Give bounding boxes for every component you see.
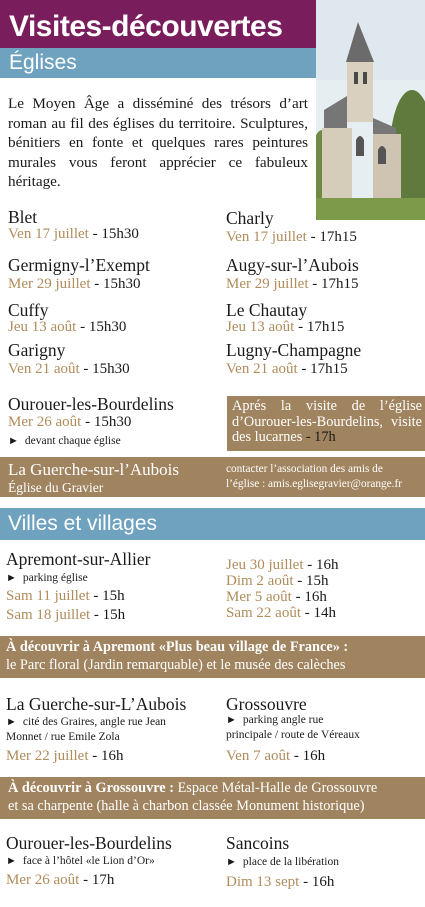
intro-paragraph: Le Moyen Âge a disséminé des trésors d’art roman au fil des églises du territoire. Sculptures, bénitiers en fonte et quelques rares peintures murales vous feront apprécier ce fabuleux héritage.: [8, 95, 308, 190]
church-name: Charly: [226, 208, 274, 228]
town-note: ► face à l’hôtel «le Lion d’Or»: [6, 855, 155, 867]
town-date: Mer 22 juillet - 16h: [6, 748, 124, 764]
church-name: Garigny: [8, 340, 66, 360]
church-date: Jeu 13 août - 17h15: [226, 319, 345, 335]
church-name: Augy-sur-l’Aubois: [226, 255, 359, 275]
town-note: ► place de la libération: [226, 856, 339, 868]
apremont-discover-title: À découvrir à Apremont «Plus beau village de France» :: [6, 639, 349, 655]
church-date: Mer 29 juillet - 17h15: [226, 276, 359, 292]
town-date: Dim 13 sept - 16h: [226, 874, 335, 890]
town-note: principale / route de Véreaux: [226, 729, 360, 741]
guerche-eglise-name: La Guerche-sur-l’Aubois: [8, 460, 180, 479]
grossouvre-discover-line1: À découvrir à Grossouvre : Espace Métal-Halle de Grossouvre: [8, 780, 378, 796]
town-name: Apremont-sur-Allier: [6, 549, 151, 569]
church-date: Mer 29 juillet - 15h30: [8, 276, 141, 292]
church-name: Ourouer-les-Bourdelins: [8, 394, 174, 414]
town-note: ► parking angle rue: [226, 714, 324, 726]
town-name: Grossouvre: [226, 694, 307, 714]
town-name: Ourouer-les-Bourdelins: [6, 833, 172, 853]
town-date: Sam 11 juillet - 15h: [6, 588, 125, 604]
town-date: Ven 7 août - 16h: [226, 748, 326, 764]
town-date: Sam 18 juillet - 15h: [6, 607, 126, 623]
pointer-arrow-icon: ►: [6, 572, 17, 584]
pointer-arrow-icon: ►: [6, 855, 17, 867]
pointer-arrow-icon: ►: [226, 714, 237, 726]
town-name: Sancoins: [226, 833, 290, 853]
pointer-arrow-icon: ►: [8, 435, 19, 447]
town-date: Sam 22 août - 14h: [226, 605, 336, 621]
page-title: Visites-découvertes: [9, 10, 283, 43]
town-date: Jeu 30 juillet - 16h: [226, 557, 339, 573]
church-photo: [316, 0, 425, 220]
church-date: Ven 21 août - 17h15: [226, 361, 348, 377]
town-note: Monnet / rue Emile Zola: [6, 731, 120, 743]
guerche-contact-line2: l’église : amis.eglisegravier@orange.fr: [226, 478, 403, 490]
guerche-eglise-sub: Église du Gravier: [8, 480, 104, 495]
town-note: ► cité des Graires, angle rue Jean: [6, 716, 166, 728]
church-name: Le Chautay: [226, 300, 308, 320]
town-name: La Guerche-sur-L’Aubois: [6, 694, 187, 714]
church-name: Lugny-Champagne: [226, 340, 362, 360]
pointer-arrow-icon: ►: [6, 716, 17, 728]
grossouvre-discover-line2: et sa charpente (halle à charbon classée Monument historique): [8, 798, 365, 814]
church-date: Ven 17 juillet - 15h30: [8, 226, 139, 242]
section-title-eglises: Églises: [9, 51, 77, 74]
town-note: ► parking église: [6, 572, 88, 584]
apremont-discover-text: le Parc floral (Jardin remarquable) et le musée des calèches: [6, 657, 346, 673]
pointer-arrow-icon: ►: [226, 856, 237, 868]
town-date: Mer 5 août - 16h: [226, 589, 327, 605]
church-name: Germigny-l’Exempt: [8, 255, 150, 275]
church-date: Jeu 13 août - 15h30: [8, 319, 127, 335]
town-date: Dim 2 août - 15h: [226, 573, 329, 589]
church-name: Blet: [8, 207, 38, 227]
section-title-villes: Villes et villages: [8, 512, 158, 535]
church-date: Ven 21 août - 15h30: [8, 361, 130, 377]
church-note: ► devant chaque église: [8, 435, 121, 447]
church-date: Mer 26 août - 15h30: [8, 414, 132, 430]
town-date: Mer 26 août - 17h: [6, 872, 115, 888]
church-name: Cuffy: [8, 300, 49, 320]
lucarnes-text: Aprés la visite de l’église d’Ourouer-les-Bourdelins, visite des lucarnes - 17h: [232, 398, 422, 445]
guerche-contact-line1: contacter l’association des amis de: [226, 463, 383, 475]
church-date: Ven 17 juillet - 17h15: [226, 229, 357, 245]
